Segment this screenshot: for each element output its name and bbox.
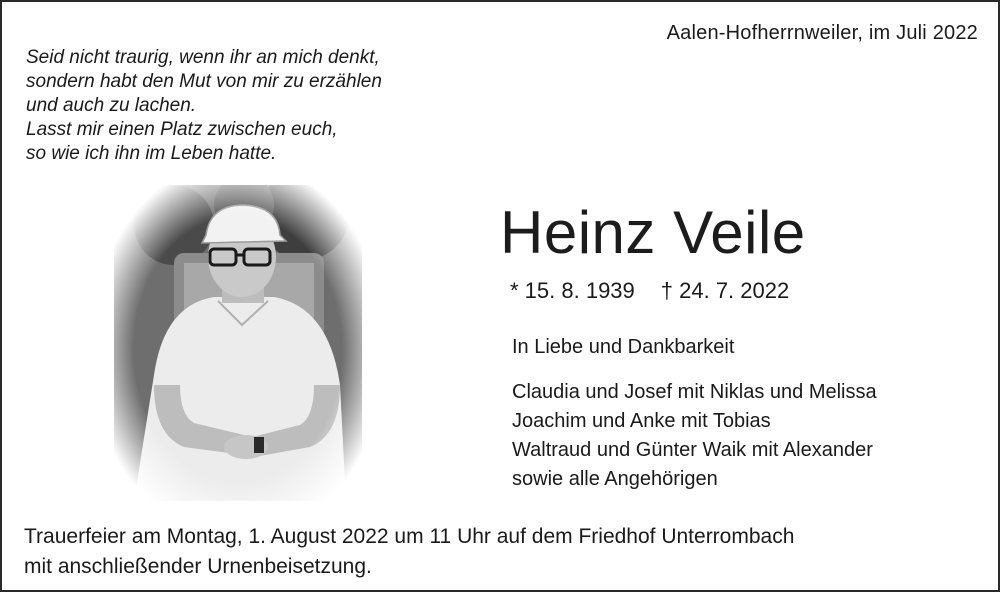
mourners-list: [512, 378, 877, 494]
portrait-illustration: [114, 185, 362, 501]
mourner-line: Claudia und Josef mit Niklas und Melissa: [512, 381, 877, 403]
poem-line: Lasst mir einen Platz zwischen euch,: [26, 119, 338, 140]
poem-line: sondern habt den Mut von mir zu erzählen: [26, 71, 382, 92]
poem-line: so wie ich ihn im Leben hatte.: [26, 143, 277, 164]
poem-line: Seid nicht traurig, wenn ihr an mich denkt,: [26, 47, 380, 68]
poem: [26, 46, 382, 166]
poem-line: und auch zu lachen.: [26, 95, 197, 116]
life-dates: [510, 278, 789, 304]
service-line: Trauerfeier am Montag, 1. August 2022 um 11 Uhr auf dem Friedhof Unterrombach: [24, 525, 795, 548]
mourner-line: Waltraud und Günter Waik mit Alexander: [512, 439, 873, 461]
portrait-photo: [114, 185, 362, 501]
death-date: † 24. 7. 2022: [660, 278, 790, 303]
mourner-line: Joachim und Anke mit Tobias: [512, 410, 771, 432]
place-date: Aalen-Hofherrnweiler, im Juli 2022: [666, 22, 978, 44]
service-line: mit anschließender Urnenbeisetzung.: [24, 555, 372, 578]
mourner-line: sowie alle Angehörigen: [512, 468, 718, 490]
mourners-intro: In Liebe und Dankbarkeit: [512, 336, 735, 358]
service-info: [24, 522, 794, 582]
birth-date: * 15. 8. 1939: [510, 278, 635, 303]
deceased-name: Heinz Veile: [500, 199, 806, 266]
